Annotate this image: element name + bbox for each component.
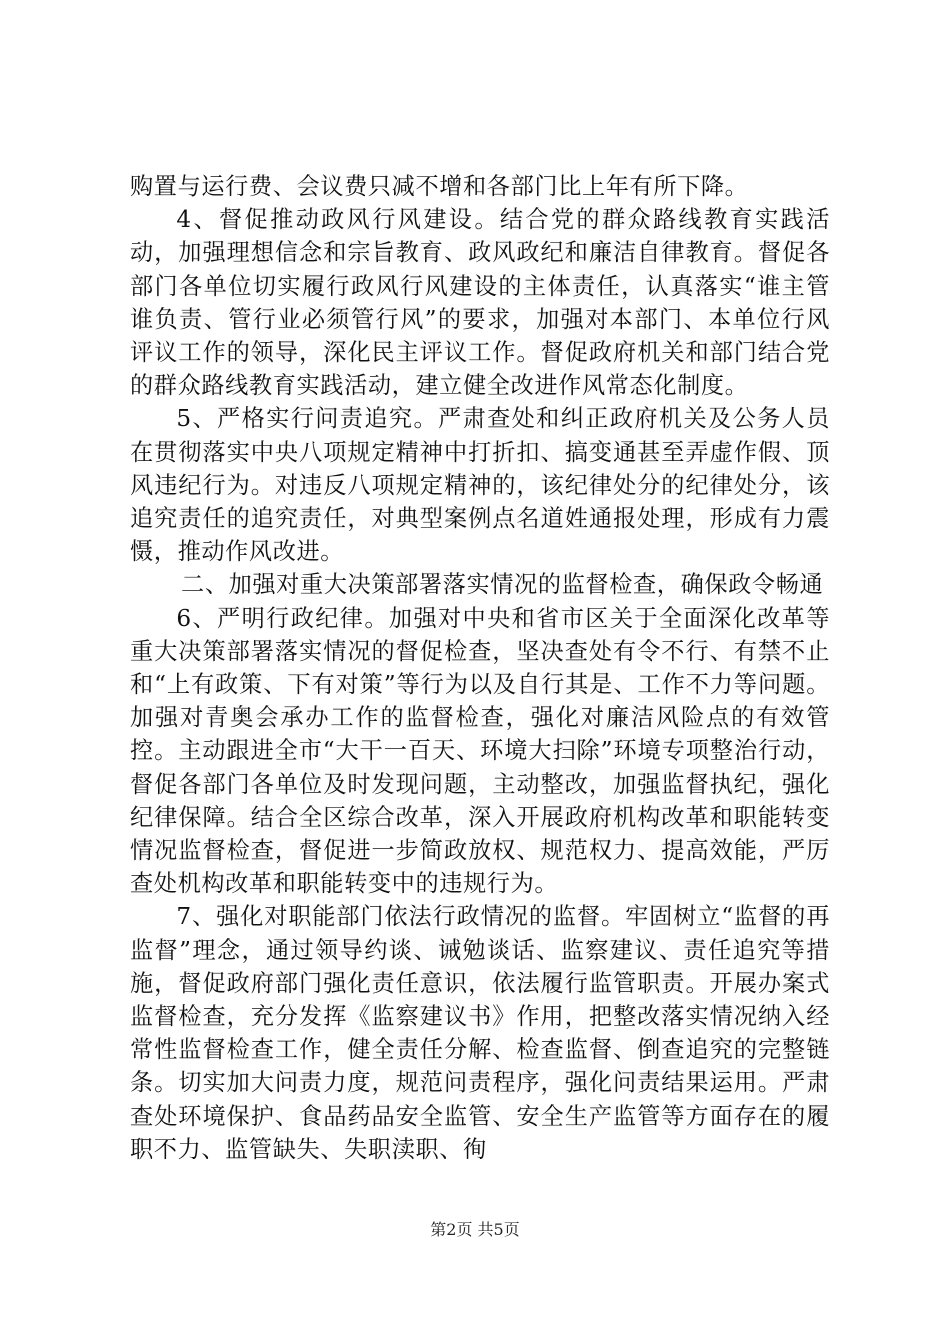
paragraph-item-4: 4、督促推动政风行风建设。结合党的群众路线教育实践活动，加强理想信念和宗旨教育、政风政纪和廉洁自律教育。督促各部门各单位切实履行政风行风建设的主体责任，认真落实“谁主管谁负责、管行业必须管行风”的要求，加强对本部门、本单位行风评议工作的领导，深化民主评议工作。督促政府机关和部门结合党的群众路线教育实践活动，建立健全改进作风常态化制度。 [130,206,830,400]
page-footer: 第2页 共5页 [430,1220,520,1239]
paragraph-item-7: 7、强化对职能部门依法行政情况的监督。牢固树立“监督的再监督”理念，通过领导约谈、诫勉谈话、监察建议、责任追究等措施，督促政府部门强化责任意识，依法履行监管职责。开展办案式监督检查，充分发挥《监察建议书》作用，把整改落实情况纳入经常性监督检查工作，健全责任分解、检查监督、倒查追究的完整链条。切实加大问责力度，规范问责程序，强化问责结果运用。严肃查处环境保护、食品药品安全监管、安全生产监管等方面存在的履职不力、监管缺失、失职渎职、徇 [130,903,830,1163]
paragraph-item-5: 5、严格实行问责追究。严肃查处和纠正政府机关及公务人员在贯彻落实中央八项规定精神中打折扣、搞变通甚至弄虚作假、顶风违纪行为。对违反八项规定精神的，该纪律处分的纪律处分，该追究责任的追究责任，对典型案例点名道姓通报处理，形成有力震慑，推动作风改进。 [130,405,830,566]
paragraph-item-6: 6、严明行政纪律。加强对中央和省市区关于全面深化改革等重大决策部署落实情况的督促检查，坚决查处有令不行、有禁不止和“上有政策、下有对策”等行为以及自行其是、工作不力等问题。加强对青奥会承办工作的监督检查，强化对廉洁风险点的有效管控。主动跟进全市“大干一百天、环境大扫除”环境专项整治行动，督促各部门各单位及时发现问题，主动整改，加强监督执纪，强化纪律保障。结合全区综合改革，深入开展政府机构改革和职能转变情况监督检查，督促进一步简政放权、规范权力、提高效能，严厉查处机构改革和职能转变中的违规行为。 [130,604,830,898]
document-body [130,170,830,1166]
paragraph-continued: 购置与运行费、会议费只减不增和各部门比上年有所下降。 [130,173,749,200]
section-heading-2: 二、加强对重大决策部署落实情况的监督检查，确保政令畅通 [181,571,824,599]
